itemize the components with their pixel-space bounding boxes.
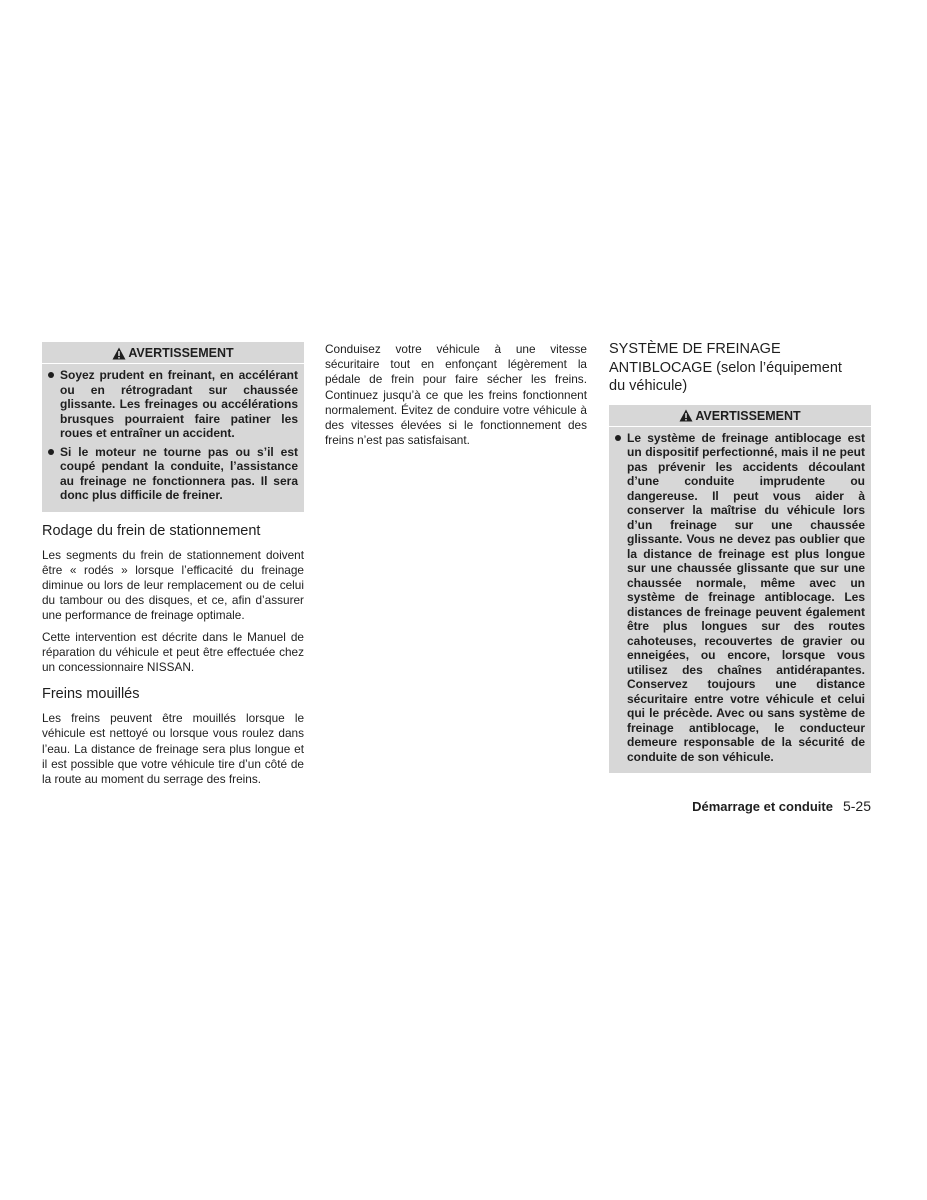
bullet-icon [48, 372, 54, 378]
column-right [609, 340, 871, 773]
paragraph: Cette intervention est décrite dans le Manuel de réparation du véhicule et peut être effectuée chez un concessionnaire NISSAN. [42, 629, 304, 674]
section-heading-wet-brakes: Freins mouillés [42, 686, 140, 703]
warning-box [609, 405, 871, 774]
bullet-icon [615, 435, 621, 441]
section-heading-abs [609, 340, 871, 396]
page-number: 5-25 [842, 798, 871, 814]
column-left [42, 342, 304, 787]
section-heading-parking-brake: Rodage du frein de stationnement [42, 522, 261, 539]
heading-line: ANTIBLOCAGE (selon l’équipement [609, 359, 842, 376]
warning-item [48, 445, 298, 503]
heading-line: du véhicule) [609, 378, 688, 394]
warning-item-text: Soyez prudent en freinant, en accélérant ou en rétrogradant sur chaussée glissante. Les freinages ou accélérations brusques pourraient faire patiner les roues et entraîner un accident. [60, 368, 298, 440]
warning-header [609, 405, 871, 427]
paragraph: Conduisez votre véhicule à une vitesse sécuritaire tout en enfonçant légèrement la pédale de frein pour faire sécher les freins. Continuez jusqu’à ce que les freins fonctionnent normalement. Évitez de conduire votre véhicule à des vitesses élevées si le fonctionnement des freins n’est pas satisfaisant. [325, 342, 587, 448]
warning-item [615, 431, 865, 765]
paragraph: Les freins peuvent être mouillés lorsque le véhicule est nettoyé ou lorsque vous roulez dans l’eau. La distance de freinage sera plus longue et il est possible que votre véhicule tire d’un côté de la route au moment du serrage des freins. [42, 711, 304, 786]
page-footer [692, 798, 871, 814]
bullet-icon [48, 449, 54, 455]
warning-list [42, 364, 304, 503]
paragraph: Les segments du frein de stationnement doivent être « rodés » lorsque l’efficacité du freinage diminue ou lors de leur remplacement ou de celui du tambour ou des disques, et ce, afin d’assurer une performance de freinage optimale. [42, 547, 304, 623]
warning-item [48, 368, 298, 441]
warning-list [609, 427, 871, 765]
warning-header-label: AVERTISSEMENT [695, 408, 801, 423]
warning-item-text: Le système de freinage antiblocage est un dispositif perfectionné, mais il ne peut pas prévenir les accidents découlant d’une conduite imprudente ou dangereuse. Il peut vous aider à conserver la maîtrise du véhicule lors d’un freinage sur une chaussée glissante. Vous ne devez pas oublier que la distance de freinage est plus longue sur une chaussée glissante que sur une chaussée normale, même avec un système de freinage antiblocage. Les distances de freinage peuvent également être plus longues sur des routes cahoteuses, recouvertes de gravier ou enneigées, ou encore, lorsque vous utilisez des chaînes antidérapantes. Conservez toujours une distance sécuritaire entre votre véhicule et celui qui le précède. Avec ou sans système de freinage antiblocage, le conducteur demeure responsable de la sécurité de conduite de son véhicule. [627, 430, 865, 764]
heading-line: SYSTÈME DE FREINAGE [609, 341, 781, 357]
column-middle [325, 342, 587, 448]
warning-item-text: Si le moteur ne tourne pas ou s’il est coupé pendant la conduite, l’assistance au freinage ne fonctionnera pas. Il sera donc plus difficile de freiner. [60, 444, 298, 502]
warning-header-label: AVERTISSEMENT [128, 346, 234, 360]
warning-box [42, 342, 304, 512]
footer-section-title: Démarrage et conduite [692, 799, 833, 814]
warning-triangle-icon [112, 347, 126, 360]
warning-header [42, 342, 304, 364]
warning-triangle-icon [679, 409, 693, 422]
